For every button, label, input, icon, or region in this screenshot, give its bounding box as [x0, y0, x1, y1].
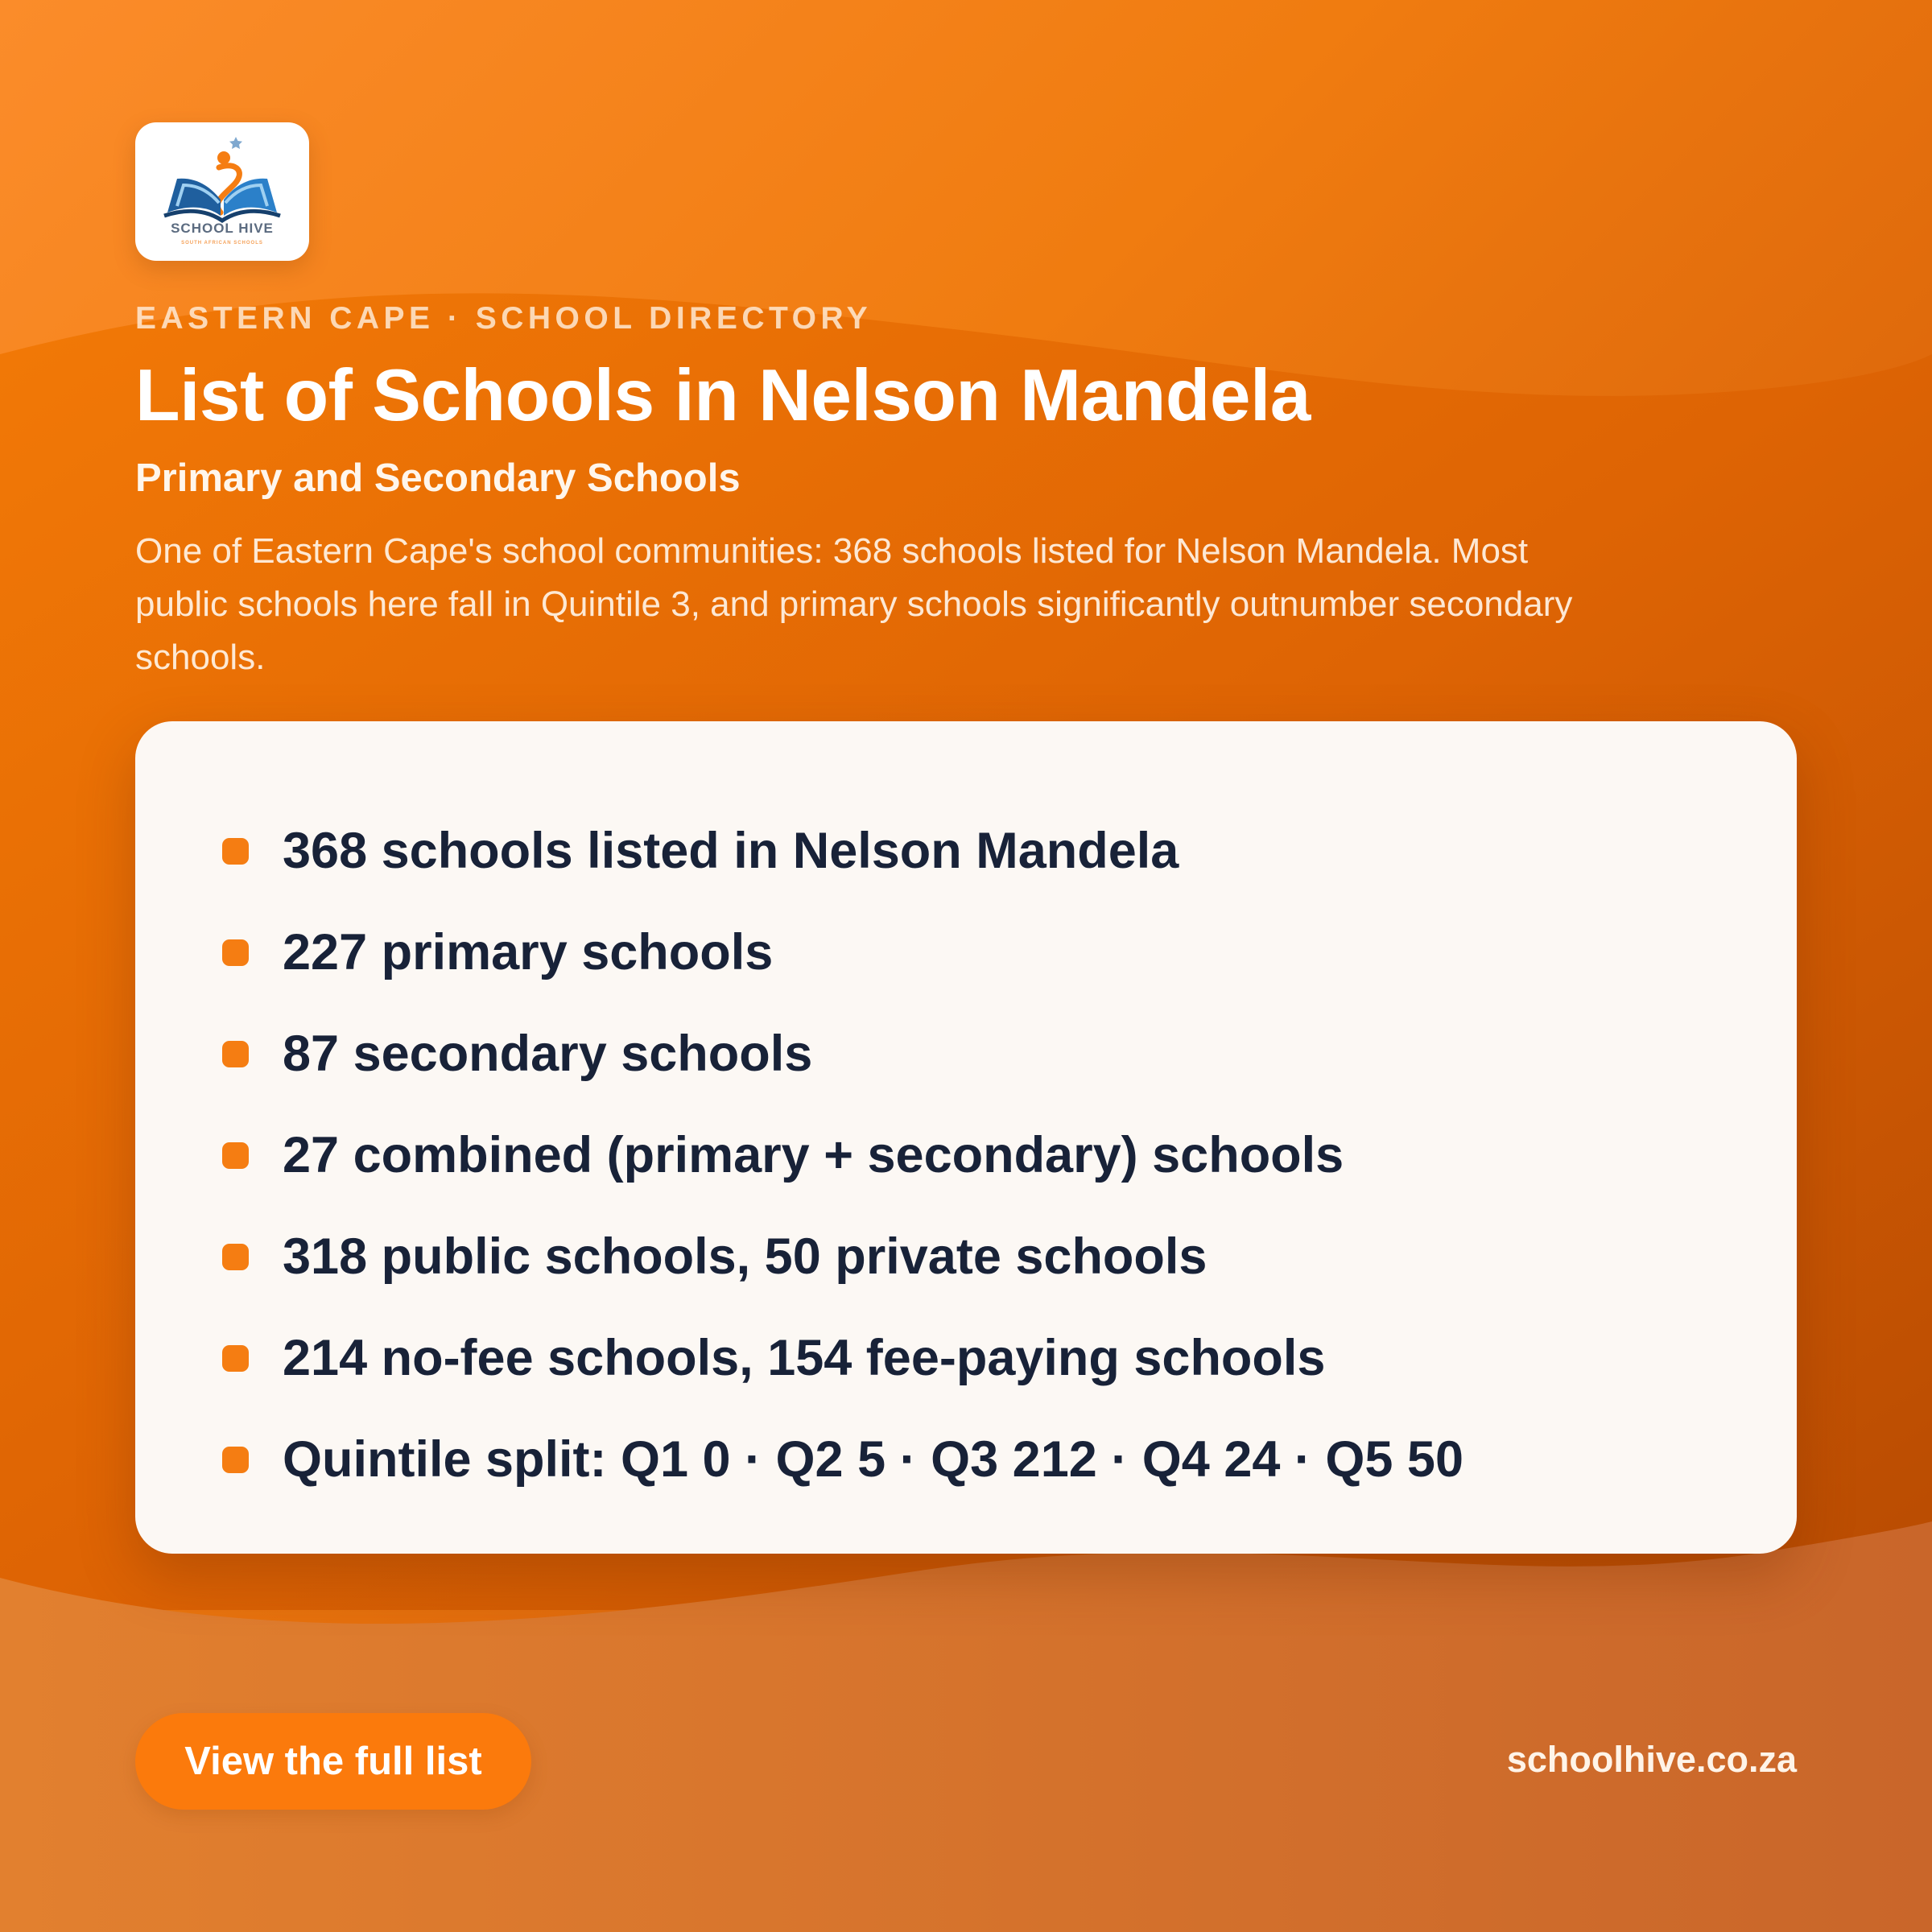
- fact-text: 27 combined (primary + secondary) schools: [283, 1127, 1344, 1183]
- figure-icon: [217, 151, 230, 164]
- website-link[interactable]: schoolhive.co.za: [1506, 1739, 1797, 1780]
- fact-text: 318 public schools, 50 private schools: [283, 1228, 1208, 1285]
- bullet-icon: [222, 1447, 249, 1473]
- bullet-icon: [222, 838, 249, 865]
- fact-text: 214 no-fee schools, 154 fee-paying schools: [283, 1330, 1326, 1386]
- fact-item: [222, 1307, 1463, 1409]
- fact-text: 87 secondary schools: [283, 1026, 813, 1082]
- bullet-icon: [222, 1244, 249, 1270]
- bullet-icon: [222, 1142, 249, 1169]
- fact-item: [222, 1104, 1463, 1206]
- fact-item: [222, 1206, 1463, 1307]
- fact-item: [222, 902, 1463, 1003]
- fact-text: Quintile split: Q1 0 · Q2 5 · Q3 212 · Q4 24 · Q5 50: [283, 1431, 1463, 1488]
- page-subtitle: Primary and Secondary Schools: [135, 456, 741, 500]
- fact-item: [222, 800, 1463, 902]
- school-hive-logo: [135, 122, 309, 261]
- fact-text: 227 primary schools: [283, 924, 774, 980]
- page-description: One of Eastern Cape's school communities: 368 schools listed for Nelson Mandela. Most public schools here fall in Quintile 3, and primary schools significantly outnumber secondary schools.: [135, 531, 1573, 677]
- logo-tagline: SOUTH AFRICAN SCHOOLS: [181, 241, 263, 246]
- facts-card: [135, 721, 1797, 1554]
- star-icon: [229, 137, 242, 149]
- bullet-icon: [222, 1041, 249, 1067]
- facts-list: [222, 800, 1463, 1510]
- logo-wordmark: SCHOOL HIVE: [171, 221, 274, 236]
- page-title: List of Schools in Nelson Mandela: [135, 355, 1311, 436]
- eyebrow-label: EASTERN CAPE · SCHOOL DIRECTORY: [135, 301, 873, 336]
- bullet-icon: [222, 939, 249, 966]
- fact-item: [222, 1003, 1463, 1104]
- fact-text: 368 schools listed in Nelson Mandela: [283, 823, 1179, 879]
- bullet-icon: [222, 1345, 249, 1372]
- fact-item: [222, 1409, 1463, 1510]
- view-full-list-button[interactable]: View the full list: [135, 1713, 531, 1810]
